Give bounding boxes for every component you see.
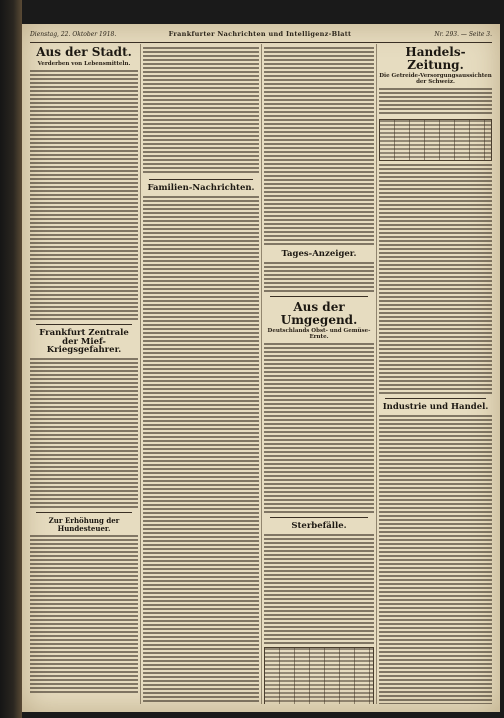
section-heading-familien: Familien-Nachrichten. (147, 183, 255, 193)
column-1 (30, 44, 138, 704)
divider (270, 296, 368, 297)
article-subheading: Verderben von Lebensmitteln. (37, 60, 131, 67)
article-body (264, 262, 374, 292)
article-body (143, 47, 259, 175)
article-body (30, 358, 138, 508)
section-heading-umgegend: Aus der Umgegend. (280, 299, 358, 327)
column-rule (376, 44, 377, 704)
article-heading-hundesteuer: Zur Erhöhung der Hundesteuer. (48, 516, 120, 533)
article-body (379, 164, 492, 394)
page-number: Nr. 293. — Seite 3. (434, 31, 492, 38)
page-header (30, 28, 492, 43)
divider (270, 517, 368, 518)
column-3 (264, 44, 374, 704)
column-2 (143, 44, 259, 704)
article-subheading: Die Getreide-Versorgungsaussichten der Schweiz. (379, 73, 492, 86)
article-heading-zentrale: Frankfurt Zentrale der Mief-Kriegsgefahrer. (39, 327, 129, 356)
article-subheading: Deutschlands Obst- und Gemüse-Ernte. (267, 328, 371, 341)
section-heading-sterbefaelle: Sterbefälle. (291, 521, 347, 532)
binding-spine (0, 0, 22, 718)
section-heading-stadt: Aus der Stadt. (36, 45, 132, 59)
section-heading-tages-anzeiger: Tages-Anzeiger. (281, 249, 357, 259)
section-heading-handels: Handels-Zeitung. (405, 45, 466, 72)
issue-date: Dienstag, 22. Oktober 1918. (30, 31, 117, 38)
article-body (264, 534, 374, 644)
masthead: Frankfurter Nachrichten und Intelligenz-Blatt (168, 30, 352, 38)
article-body (264, 47, 374, 247)
column-rule (261, 44, 262, 704)
section-heading-industrie: Industrie und Handel. (382, 402, 489, 413)
grain-table (379, 119, 492, 161)
article-body (379, 415, 492, 704)
article-body (379, 88, 492, 116)
article-body (30, 70, 138, 320)
column-4 (379, 44, 492, 704)
article-body (264, 343, 374, 513)
article-body (143, 196, 259, 704)
column-rule (140, 44, 141, 704)
divider (149, 179, 253, 180)
newspaper-page (22, 24, 500, 712)
divider (36, 324, 132, 325)
article-body (30, 535, 138, 695)
divider (36, 512, 132, 513)
weather-table (264, 647, 374, 704)
divider (385, 398, 486, 399)
